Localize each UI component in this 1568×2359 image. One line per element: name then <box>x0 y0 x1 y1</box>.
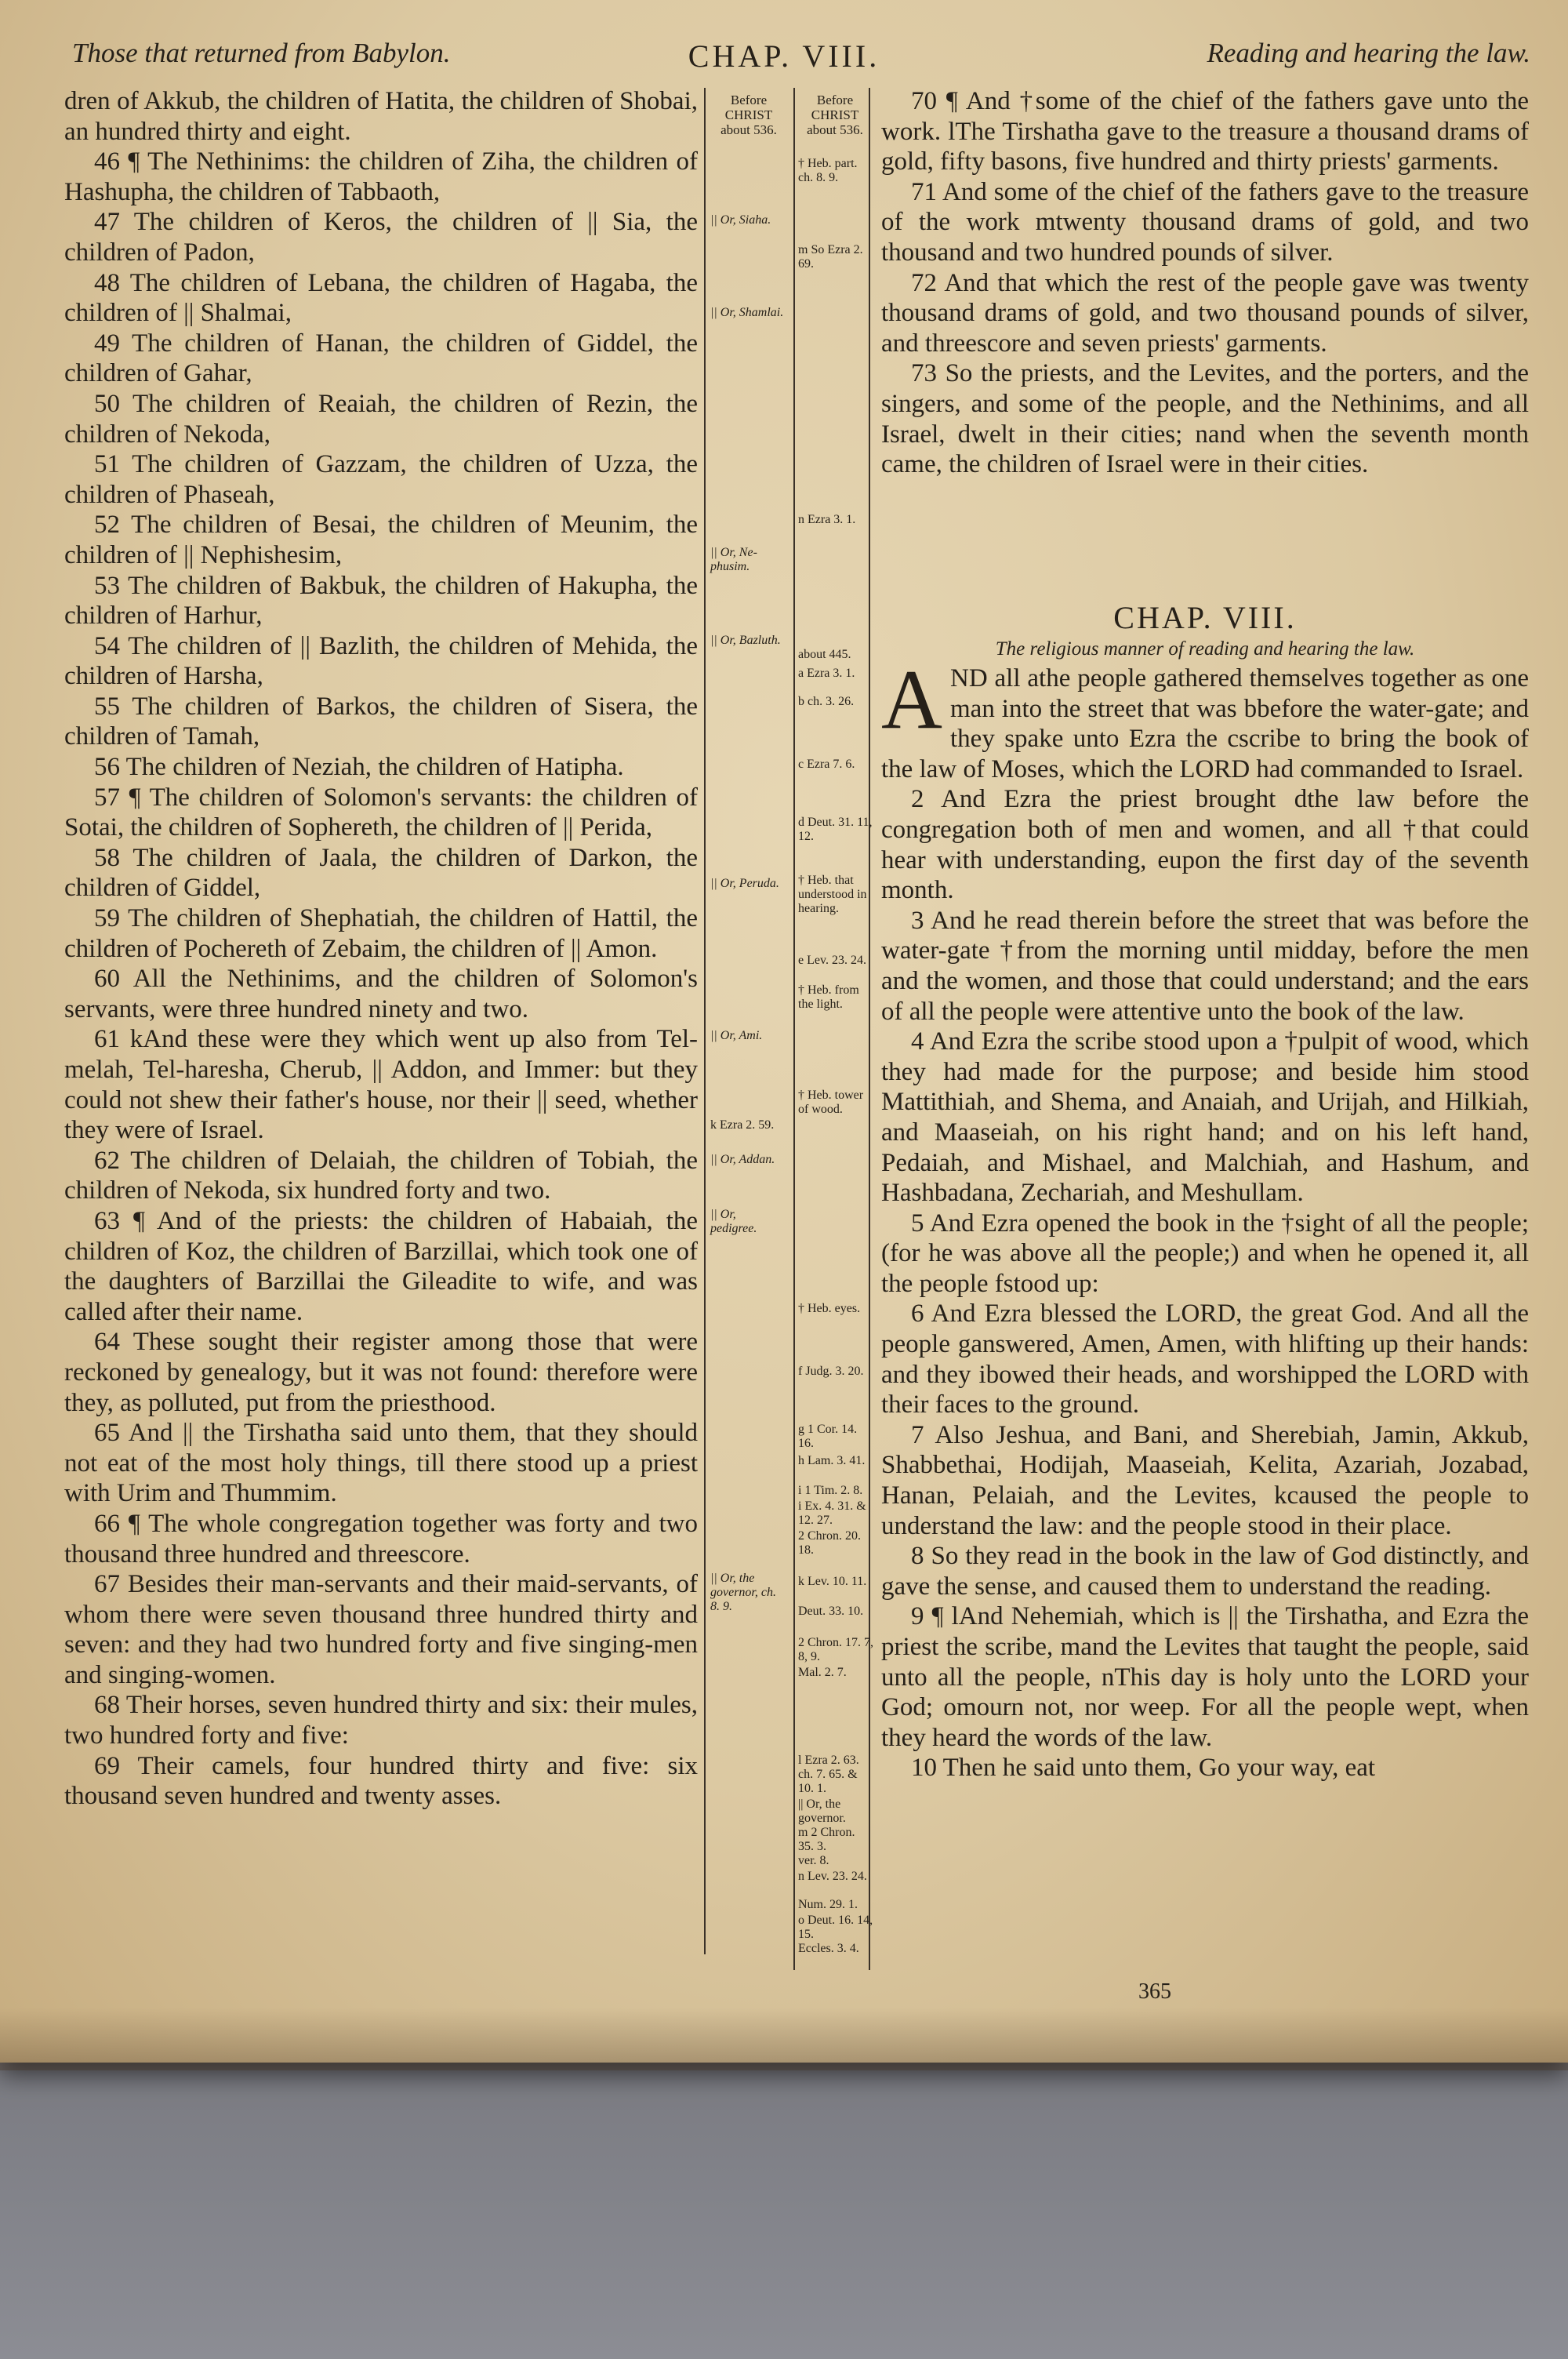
verse: 67 Besides their man-servants and their maid-servants, of whom there were seven thousand three hundred thirty and seven: and they had two hundred forty and five singing-men and singing-women. <box>64 1570 698 1689</box>
verse: 71 And some of the chief of the fathers gave to the treasure of the work mtwenty thousand drams of gold, and two thousand and two hundred pounds of silver. <box>881 177 1529 267</box>
margin-note: || Or, Ne-phusim. <box>710 546 757 573</box>
verse: 60 All the Nethinims, and the children of Solomon's servants, were three hundred ninety and two. <box>64 965 698 1023</box>
margin-ref: i 1 Tim. 2. 8. <box>798 1484 863 1497</box>
verse: 46 ¶ The Nethinims: the children of Ziha, the children of Hashupha, the children of Tabbaoth, <box>64 147 698 206</box>
verse: 7 Also Jeshua, and Bani, and Sherebiah, Jamin, Akkub, Shabbethai, Hodijah, Maaseiah, Kelita, Azariah, Jozabad, Hanan, Pelaiah, and the Levites, kcaused the people to understand the law: and the people stood in their place. <box>881 1420 1529 1540</box>
margin-ref: a Ezra 3. 1. <box>798 667 855 680</box>
verse: 9 ¶ lAnd Nehemiah, which is || the Tirshatha, and Ezra the priest the scribe, mand the Levites that taught the people, said unto all the people, nThis day is holy unto the LORD your God; omourn not, nor weep. For all the people wept, when they heard the words of the law. <box>881 1602 1529 1752</box>
drop-cap: A <box>881 653 942 747</box>
margin-note: || Or, the governor, ch. 8. 9. <box>710 1572 776 1613</box>
page-edge-shadow <box>0 2008 1568 2070</box>
margin-ref: † Heb. tower of wood. <box>798 1089 864 1116</box>
right-column-top <box>881 86 1529 480</box>
verse: 47 The children of Keros, the children of || Sia, the children of Padon, <box>64 208 698 267</box>
running-head-left: Those that returned from Babylon. <box>72 38 451 68</box>
verse: 10 Then he said unto them, Go your way, eat <box>911 1754 1376 1783</box>
verse: 63 ¶ And of the priests: the children of Habaiah, the children of Koz, the children of Barzillai, which took one of the daughters of Barzillai the Gileadite to wife, and was called after their name. <box>64 1206 698 1326</box>
verse: dren of Akkub, the children of Hatita, the children of Shobai, an hundred thirty and eight. <box>64 87 698 146</box>
verse: 51 The children of Gazzam, the children of Uzza, the children of Phaseah, <box>64 450 698 509</box>
margin-ref: b ch. 3. 26. <box>798 695 855 708</box>
margin-ref: † Heb. from the light. <box>798 983 859 1011</box>
verse: 70 ¶ And †some of the chief of the fathers gave unto the work. lThe Tirshatha gave to the treasure a thousand drams of gold, fifty basons, five hundred and thirty priests' garments. <box>881 87 1529 176</box>
column-rule <box>704 88 706 1954</box>
left-column <box>64 86 698 1812</box>
verse-first: AND all athe people gathered themselves together as one man into the street that was bbefore the water-gate; and they spake unto Ezra the cscribe to bring the book of the law of Moses, which the LORD had commanded to Israel. <box>881 653 1529 783</box>
margin-ref: ver. 8. <box>798 1854 829 1867</box>
verse: 8 So they read in the book in the law of God distinctly, and gave the sense, and caused them to understand the reading. <box>881 1542 1529 1601</box>
margin-ref: Eccles. 3. 4. <box>798 1942 859 1955</box>
margin-ref: m So Ezra 2. 69. <box>798 243 863 271</box>
verse: 52 The children of Besai, the children of Meunim, the children of || Nephishesim, <box>64 511 698 569</box>
verse: 50 The children of Reaiah, the children of Rezin, the children of Nekoda, <box>64 389 698 449</box>
margin-note: || Or, Shamlai. <box>710 306 784 319</box>
margin-ref: n Ezra 3. 1. <box>798 513 856 526</box>
margin-ref: Num. 29. 1. <box>798 1898 858 1911</box>
margin-ref: 2 Chron. 20. 18. <box>798 1529 861 1557</box>
verse: 49 The children of Hanan, the children of Giddel, the children of Gahar, <box>64 329 698 388</box>
margin-header-right: Before CHRIST about 536. <box>807 93 863 137</box>
margin-note: || Or, Ami. <box>710 1029 763 1042</box>
verse: 6 And Ezra blessed the LORD, the great God. And all the people ganswered, Amen, Amen, with hlifting up their hands: and they ibowed their heads, and worshipped the LORD with their faces to the ground. <box>881 1299 1529 1419</box>
verse: 58 The children of Jaala, the children of Darkon, the children of Giddel, <box>64 843 698 903</box>
running-head-chapter: CHAP. VIII. <box>688 38 880 74</box>
margin-ref: || Or, the governor. <box>798 1797 846 1825</box>
margin-note: || Or, Bazluth. <box>710 634 781 647</box>
right-column-chapter <box>881 653 1529 1783</box>
margin-ref: i Ex. 4. 31. & 12. 27. <box>798 1499 866 1527</box>
verse: 57 ¶ The children of Solomon's servants: the children of Sotai, the children of Sophereth, the children of || Perida, <box>64 783 698 842</box>
running-head <box>0 38 1568 85</box>
verse: 64 These sought their register among those that were reckoned by genealogy, but it was not found: therefore were they, as polluted, put from the priesthood. <box>64 1328 698 1417</box>
chapter-heading: CHAP. VIII. <box>1113 600 1297 635</box>
page-number: 365 <box>1138 1979 1171 2004</box>
margin-ref: k Ezra 2. 59. <box>710 1118 775 1132</box>
margin-note: || Or, Addan. <box>710 1153 775 1166</box>
margin-ref: about 445. <box>798 648 851 661</box>
verse: 48 The children of Lebana, the children of Hagaba, the children of || Shalmai, <box>64 268 698 328</box>
margin-ref: 2 Chron. 17. 7, 8, 9. <box>798 1636 873 1663</box>
column-rule <box>793 88 795 1970</box>
running-head-right: Reading and hearing the law. <box>1207 38 1530 68</box>
margin-note: || Or, Siaha. <box>710 213 771 227</box>
margin-note: || Or, pedigree. <box>710 1208 757 1235</box>
verse: 68 Their horses, seven hundred thirty and six: their mules, two hundred forty and five: <box>64 1691 698 1750</box>
margin-ref: † Heb. that understood in hearing. <box>798 874 867 915</box>
verse: 61 kAnd these were they which went up also from Tel-melah, Tel-haresha, Cherub, || Addon, and Immer: but they could not shew their father's house, nor their || seed, whether they were of Israel. <box>64 1025 698 1145</box>
margin-ref: Mal. 2. 7. <box>798 1666 847 1679</box>
margin-ref: f Judg. 3. 20. <box>798 1365 864 1378</box>
verse: 59 The children of Shephatiah, the children of Hattil, the children of Pochereth of Zebaim, the children of || Amon. <box>64 904 698 963</box>
margin-ref: o Deut. 16. 14, 15. <box>798 1914 873 1941</box>
column-rule <box>869 88 870 1970</box>
margin-ref: † Heb. eyes. <box>798 1302 861 1315</box>
margin-ref: l Ezra 2. 63. ch. 7. 65. & 10. 1. <box>798 1754 859 1795</box>
verse: 53 The children of Bakbuk, the children of Hakupha, the children of Harhur, <box>64 571 698 631</box>
verse: 54 The children of || Bazlith, the children of Mehida, the children of Harsha, <box>64 631 698 691</box>
verse: 5 And Ezra opened the book in the †sight of all the people; (for he was above all the people;) and when he opened it, all the people fstood up: <box>881 1209 1529 1298</box>
margin-ref: Deut. 33. 10. <box>798 1605 864 1618</box>
chapter-summary: The religious manner of reading and hearing the law. <box>995 638 1415 660</box>
verse: 72 And that which the rest of the people gave was twenty thousand drams of gold, and two thousand pounds of silver, and threescore and seven priests' garments. <box>881 268 1529 358</box>
verse: 62 The children of Delaiah, the children of Tobiah, the children of Nekoda, six hundred forty and two. <box>64 1146 698 1205</box>
margin-ref: m 2 Chron. 35. 3. <box>798 1826 855 1853</box>
margin-ref: † Heb. part. ch. 8. 9. <box>798 157 858 184</box>
margin-ref: c Ezra 7. 6. <box>798 758 855 771</box>
margin-ref: n Lev. 23. 24. <box>798 1870 867 1883</box>
verse: 2 And Ezra the priest brought dthe law before the congregation both of men and women, and all †that could hear with understanding, eupon the first day of the seventh month. <box>881 785 1529 905</box>
verse: 65 And || the Tirshatha said unto them, that they should not eat of the most holy things, till there stood up a priest with Urim and Thummim. <box>64 1419 698 1508</box>
verse: 66 ¶ The whole congregation together was forty and two thousand three hundred and threescore. <box>64 1509 698 1568</box>
verse: 73 So the priests, and the Levites, and the porters, and the singers, and some of the people, and the Nethinims, and all Israel, dwelt in their cities; nand when the seventh month came, the children of Israel were in their cities. <box>881 359 1529 479</box>
margin-header-left: Before CHRIST about 536. <box>720 93 777 137</box>
verse: 69 Their camels, four hundred thirty and five: six thousand seven hundred and twenty asses. <box>64 1751 698 1811</box>
verse: 3 And he read therein before the street that was before the water-gate †from the morning until midday, before the men and the women, and those that could understand; and the ears of all the people were attentive unto the book of the law. <box>881 906 1529 1026</box>
margin-ref: h Lam. 3. 41. <box>798 1454 866 1467</box>
margin-ref: d Deut. 31. 11, 12. <box>798 816 873 843</box>
margin-ref: k Lev. 10. 11. <box>798 1575 867 1588</box>
margin-ref: e Lev. 23. 24. <box>798 954 866 967</box>
verse: 4 And Ezra the scribe stood upon a †pulpit of wood, which they had made for the purpose; and beside him stood Mattithiah, and Shema, and Anaiah, and Urijah, and Hilkiah, and Maaseiah, on his right hand; and on his left hand, Pedaiah, and Mishael, and Malchiah, and Hashum, and Hashbadana, Zechariah, and Meshullam. <box>881 1027 1529 1208</box>
margin-ref: g 1 Cor. 14. 16. <box>798 1423 858 1450</box>
margin-note: || Or, Peruda. <box>710 877 779 890</box>
verse: 55 The children of Barkos, the children of Sisera, the children of Tamah, <box>64 692 698 751</box>
verse: 56 The children of Neziah, the children of Hatipha. <box>94 753 624 782</box>
